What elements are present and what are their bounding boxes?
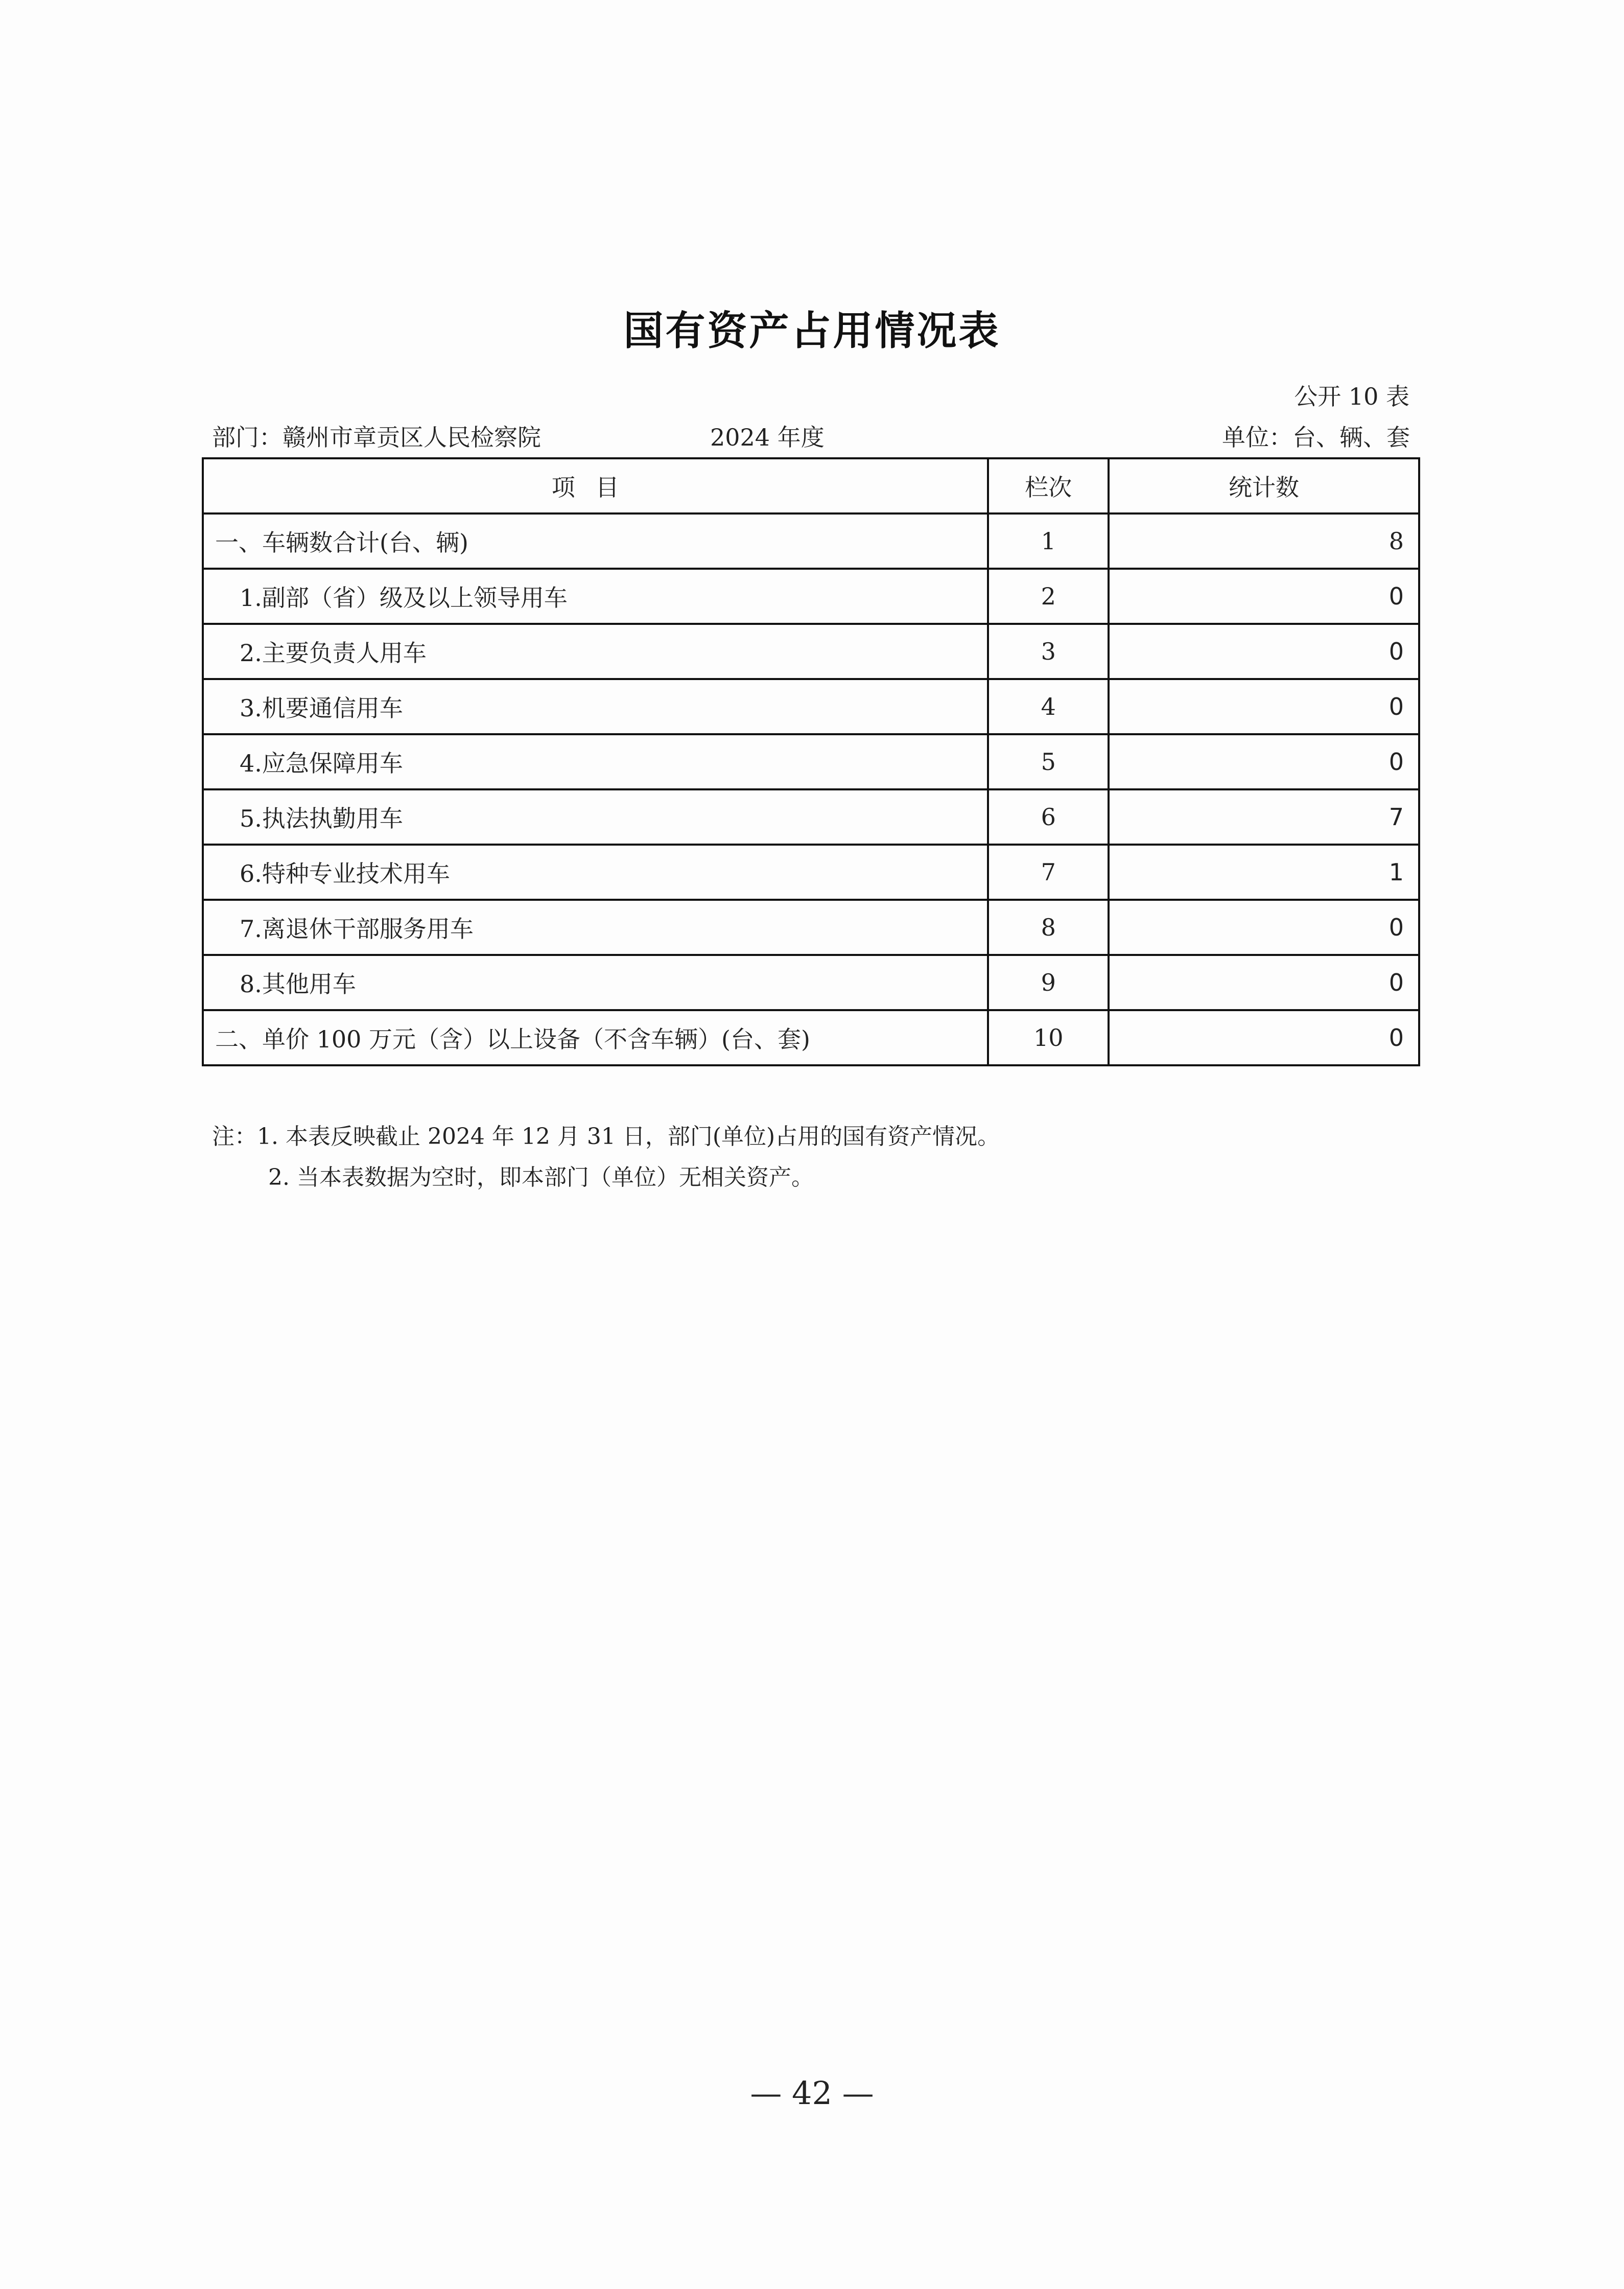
department-label: 部门：赣州市章贡区人民检察院 [212, 424, 541, 451]
row-count: 0 [1109, 900, 1419, 955]
row-column-no: 7 [988, 845, 1109, 900]
header-count: 统计数 [1109, 458, 1419, 513]
row-item: 一、车辆数合计(台、辆) [203, 513, 988, 569]
meta-row [212, 419, 1410, 450]
row-count: 1 [1109, 845, 1419, 900]
row-count: 7 [1109, 789, 1419, 845]
row-item: 二、单价 100 万元（含）以上设备（不含车辆）(台、套) [203, 1010, 988, 1065]
row-column-no: 3 [988, 624, 1109, 679]
document-title: 国有资产占用情况表 [623, 308, 1001, 354]
row-count: 0 [1109, 1010, 1419, 1065]
table-row [203, 624, 1419, 679]
page-number: — 42 — [750, 2074, 874, 2112]
table-row [203, 734, 1419, 789]
row-column-no: 1 [988, 513, 1109, 569]
table-row [203, 679, 1419, 734]
row-item: 6.特种专业技术用车 [203, 845, 988, 900]
row-column-no: 10 [988, 1010, 1109, 1065]
row-item: 4.应急保障用车 [203, 734, 988, 789]
row-column-no: 5 [988, 734, 1109, 789]
note-line-1: 注：1. 本表反映截止 2024 年 12 月 31 日，部门(单位)占用的国有资产情况。 [212, 1124, 1000, 1150]
row-count: 0 [1109, 569, 1419, 624]
row-column-no: 9 [988, 955, 1109, 1010]
table-row [203, 900, 1419, 955]
table-row [203, 513, 1419, 569]
notes [212, 1116, 1000, 1198]
row-item: 2.主要负责人用车 [203, 624, 988, 679]
header-column-no: 栏次 [988, 458, 1109, 513]
row-count: 8 [1109, 513, 1419, 569]
table-row [203, 1010, 1419, 1065]
table-row [203, 955, 1419, 1010]
row-item: 5.执法执勤用车 [203, 789, 988, 845]
row-column-no: 2 [988, 569, 1109, 624]
row-item: 1.副部（省）级及以上领导用车 [203, 569, 988, 624]
row-column-no: 4 [988, 679, 1109, 734]
unit-label: 单位：台、辆、套 [1222, 424, 1410, 451]
table-code: 公开 10 表 [1294, 383, 1409, 410]
note-line-2: 2. 当本表数据为空时，即本部门（单位）无相关资产。 [268, 1164, 814, 1190]
row-count: 0 [1109, 734, 1419, 789]
table-row [203, 569, 1419, 624]
row-count: 0 [1109, 624, 1419, 679]
header-item: 项目 [203, 458, 988, 513]
asset-table [202, 457, 1420, 1066]
table-row [203, 789, 1419, 845]
row-item: 7.离退休干部服务用车 [203, 900, 988, 955]
row-count: 0 [1109, 679, 1419, 734]
row-column-no: 8 [988, 900, 1109, 955]
row-column-no: 6 [988, 789, 1109, 845]
row-count: 0 [1109, 955, 1419, 1010]
table-header-row [203, 458, 1419, 513]
table-row [203, 845, 1419, 900]
year-label: 2024 年度 [710, 424, 825, 451]
row-item: 3.机要通信用车 [203, 679, 988, 734]
row-item: 8.其他用车 [203, 955, 988, 1010]
